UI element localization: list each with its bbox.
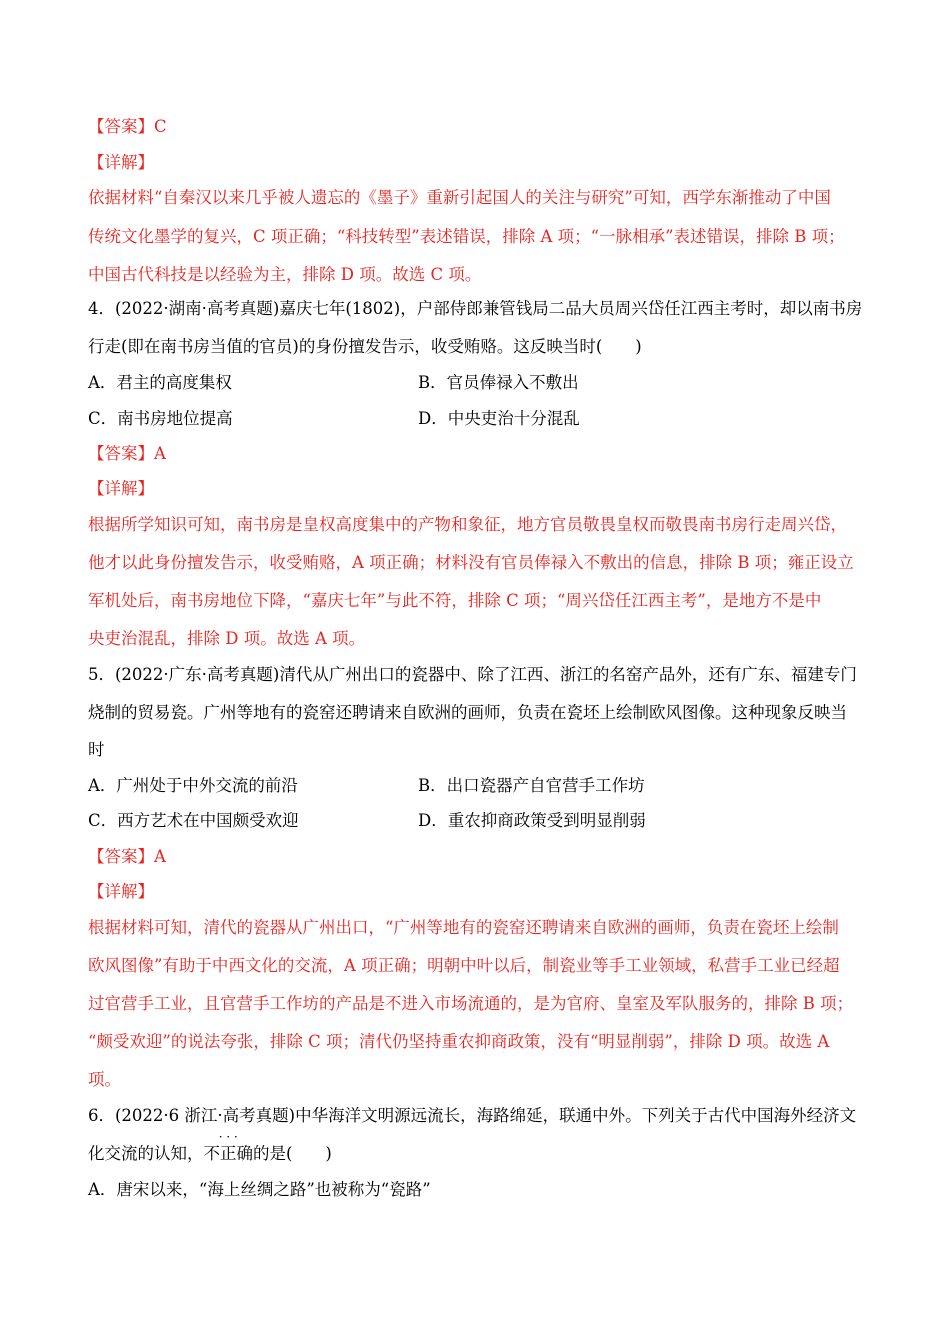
q4-stem-line-2: 行走(即在南书房当值的官员)的身份擅发告示，收受贿赂。这反映当时( ) [88, 337, 642, 356]
q4-option-d: D．中央吏治十分混乱 [418, 409, 580, 428]
q4-detail-line-3: 军机处后，南书房地位下降，“嘉庆七年”与此不符，排除 C 项；“周兴岱任江西主考”，是地方不是中 [88, 591, 822, 610]
q4-answer: 【答案】A [88, 444, 166, 463]
q4-option-b: B．官员俸禄入不敷出 [418, 373, 579, 392]
q6-stem-line-2-pre: 化交流的认知， [88, 1144, 204, 1163]
q6-emphasized-word: 不正确 [203, 1144, 253, 1163]
q4-option-c: C．南书房地位提高 [88, 409, 233, 428]
q5-option-a: A．广州处于中外交流的前沿 [88, 776, 298, 795]
q4-detail-label: 【详解】 [88, 479, 154, 498]
q5-answer: 【答案】A [88, 847, 166, 866]
q6-stem-line-2-post: 的是( ) [253, 1144, 332, 1163]
q4-detail-line-1: 根据所学知识可知，南书房是皇权高度集中的产物和象征，地方官员敬畏皇权而敬畏南书房行走周兴岱， [88, 515, 847, 534]
q3-detail-line-3: 中国古代科技是以经验为主，排除 D 项。故选 C 项。 [88, 265, 482, 284]
q5-detail-label: 【详解】 [88, 882, 154, 901]
q4-detail-line-2: 他才以此身份擅发告示，收受贿赂，A 项正确；材料没有官员俸禄入不敷出的信息，排除 B 项；雍正设立 [88, 553, 854, 572]
q5-option-d: D．重农抑商政策受到明显削弱 [418, 811, 646, 830]
q3-detail-label: 【详解】 [88, 153, 154, 172]
q5-option-c: C．西方艺术在中国颇受欢迎 [88, 811, 299, 830]
q3-detail-line-1: 依据材料“自秦汉以来几乎被人遗忘的《墨子》重新引起国人的关注与研究”可知，西学东渐推动了中国 [88, 188, 831, 207]
q4-option-a: A．君主的高度集权 [88, 373, 232, 392]
q5-detail-line-2: 欧风图像”有助于中西文化的交流，A 项正确；明朝中叶以后，制瓷业等手工业领域，私营手工业已经超 [88, 956, 840, 975]
q5-detail-line-3: 过官营手工业，且官营手工作坊的产品是不进入市场流通的，是为官府、皇室及军队服务的，排除 B 项； [88, 994, 854, 1013]
q5-stem-line-2: 烧制的贸易瓷。广州等地有的瓷窑还聘请来自欧洲的画师，负责在瓷坯上绘制欧风图像。这种现象反映当 [88, 703, 847, 722]
q5-stem-line-1: 5．(2022·广东·高考真题)清代从广州出口的瓷器中、除了江西、浙江的名窑产品外，还有广东、福建专门 [88, 665, 857, 684]
q5-stem-line-3: 时 [88, 740, 105, 759]
q6-stem-line-1: 6．(2022·6 浙江·高考真题)中华海洋文明源远流长，海路绵延，联通中外。下列关于古代中国海外经济文 [88, 1106, 857, 1125]
q6-stem-line-2 [88, 1130, 332, 1165]
q6-emphasized-text [203, 1130, 254, 1165]
emphasis-dots: · · · [218, 1130, 238, 1144]
q5-detail-line-1: 根据材料可知，清代的瓷器从广州出口，“广州等地有的瓷窑还聘请来自欧洲的画师，负责在瓷坯上绘制 [88, 918, 839, 937]
q5-option-b: B．出口瓷器产自官营手工作坊 [418, 776, 645, 795]
q5-detail-line-4: “颇受欢迎”的说法夸张，排除 C 项；清代仍坚持重农抑商政策，没有“明显削弱”，排除 D 项。故选 A [88, 1032, 830, 1051]
q4-detail-line-4: 央吏治混乱，排除 D 项。故选 A 项。 [88, 629, 366, 648]
q3-detail-line-2: 传统文化墨学的复兴，C 项正确；“科技转型”表述错误，排除 A 项；“一脉相承”表述错误，排除 B 项； [88, 227, 845, 246]
q4-stem-line-1: 4．(2022·湖南·高考真题)嘉庆七年(1802)，户部侍郎兼管钱局二品大员周兴岱任江西主考时，却以南书房 [88, 299, 863, 318]
q3-answer: 【答案】C [88, 117, 167, 136]
q5-detail-line-5: 项。 [88, 1070, 121, 1089]
q6-option-a: A．唐宋以来，“海上丝绸之路”也被称为“瓷路” [88, 1180, 431, 1199]
